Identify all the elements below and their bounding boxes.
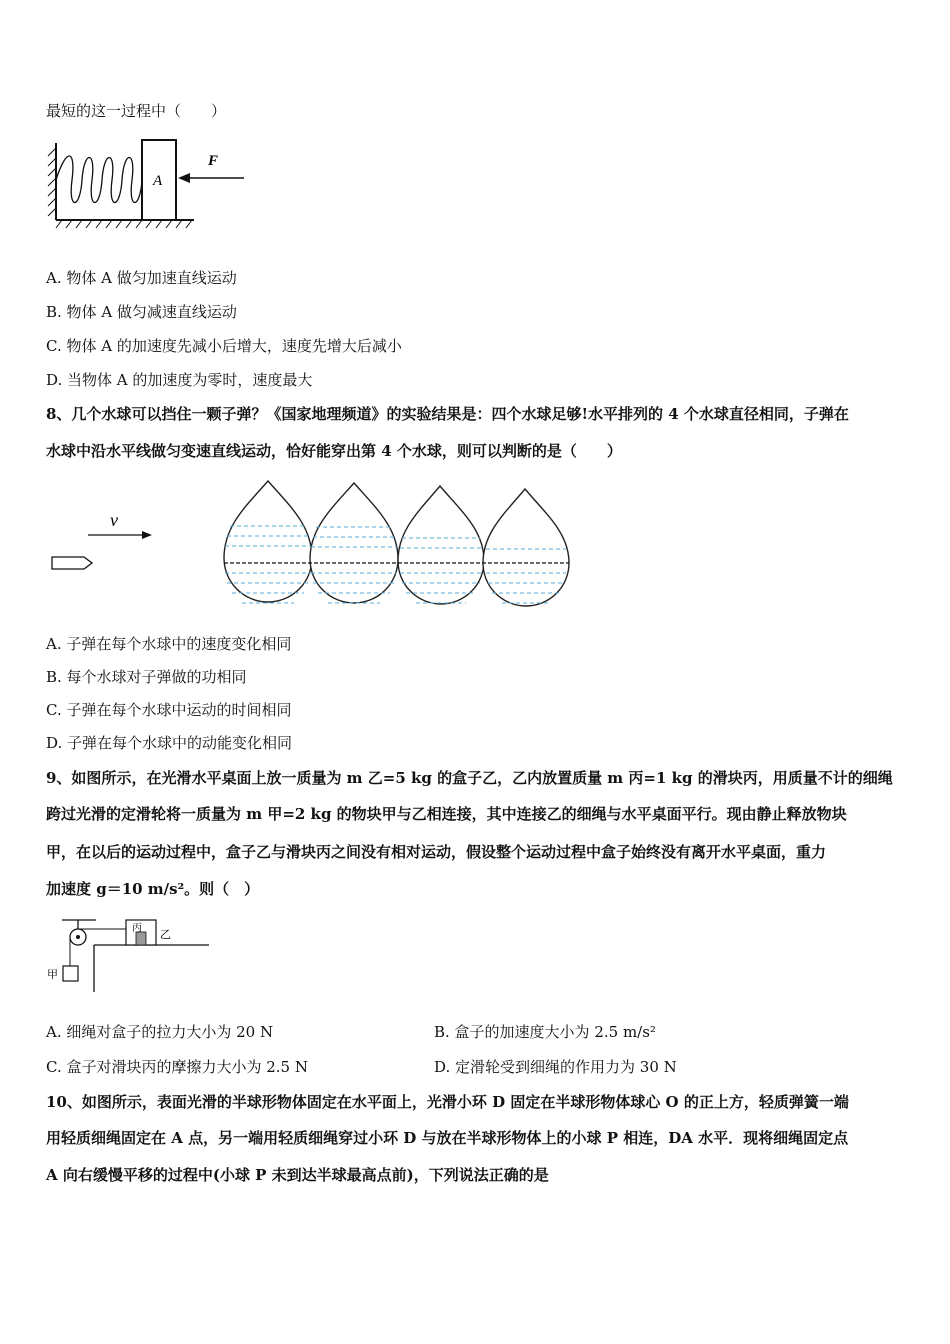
q7-option-b: B. 物体 A 做匀减速直线运动: [46, 303, 237, 321]
water-ball-1: [224, 481, 312, 602]
spring-icon: [56, 156, 142, 203]
q8-option-a: A. 子弹在每个水球中的速度变化相同: [46, 635, 292, 653]
q9-stem-line-1: 9、如图所示，在光滑水平桌面上放一质量为 m 乙=5 kg 的盒子乙，乙内放置质量 m 丙=1 kg 的滑块丙，用质量不计的细绳: [46, 769, 893, 787]
q9-pulley-figure: [44, 912, 224, 1002]
arrow-right-icon: [142, 531, 152, 539]
force-f-label: F: [208, 153, 219, 169]
hanging-block-label: 甲: [47, 969, 58, 981]
water-ball-4: [483, 489, 569, 606]
q9-option-a: A. 细绳对盒子的拉力大小为 20 N: [46, 1023, 274, 1041]
q8-option-d: D. 子弹在每个水球中的动能变化相同: [46, 734, 293, 752]
water-ball-2: [310, 483, 398, 603]
q8-option-b: B. 每个水球对子弹做的功相同: [46, 668, 247, 686]
q9-stem-line-4: 加速度 g＝10 m/s²。则（ ）: [46, 880, 260, 898]
q9-option-c: C. 盒子对滑块丙的摩擦力大小为 2.5 N: [46, 1058, 308, 1076]
box-label: 乙: [160, 929, 171, 941]
q9-stem-line-3: 甲，在以后的运动过程中，盒子乙与滑块丙之间没有相对运动，假设整个运动过程中盒子始终没有离开水平桌面，重力: [46, 843, 827, 861]
q10-stem-line-2: 用轻质细绳固定在 A 点，另一端用轻质细绳穿过小环 D 与放在半球形物体上的小球 P 相连，DA 水平．现将细绳固定点: [46, 1129, 849, 1147]
velocity-v-label: v: [110, 510, 118, 530]
q8-stem-line-1: 8、几个水球可以挡住一颗子弹？《国家地理频道》的实验结果是：四个水球足够!水平排列的 4 个水球直径相同，子弹在: [46, 405, 849, 423]
q7-option-c: C. 物体 A 的加速度先减小后增大，速度先增大后减小: [46, 337, 402, 355]
water-ball-3: [398, 486, 484, 604]
q8-water-balls-figure: [46, 476, 576, 621]
bullet-icon: [52, 557, 92, 569]
slider-label: 丙: [132, 923, 142, 934]
q9-stem-line-2: 跨过光滑的定滑轮将一质量为 m 甲=2 kg 的物块甲与乙相连接，其中连接乙的细绳与水平桌面平行。现由静止释放物块: [46, 805, 847, 823]
q9-option-b: B. 盒子的加速度大小为 2.5 m/s²: [434, 1023, 656, 1041]
q7-stem-tail: 最短的这一过程中（ ）: [46, 102, 227, 120]
q9-option-d: D. 定滑轮受到细绳的作用力为 30 N: [434, 1058, 677, 1076]
q7-spring-block-figure: [44, 138, 254, 238]
q7-option-a: A. 物体 A 做匀加速直线运动: [46, 269, 237, 287]
q10-stem-line-3: A 向右缓慢平移的过程中(小球 P 未到达半球最高点前)，下列说法正确的是: [46, 1166, 549, 1184]
q8-option-c: C. 子弹在每个水球中运动的时间相同: [46, 701, 292, 719]
q10-stem-line-1: 10、如图所示，表面光滑的半球形物体固定在水平面上，光滑小环 D 固定在半球形物体球心 O 的正上方，轻质弹簧一端: [46, 1093, 849, 1111]
q8-stem-line-2: 水球中沿水平线做匀变速直线运动，恰好能穿出第 4 个水球，则可以判断的是（ ）: [46, 442, 622, 460]
q7-option-d: D. 当物体 A 的加速度为零时，速度最大: [46, 371, 313, 389]
block-a-label: A: [153, 173, 163, 189]
arrow-left-icon: [178, 173, 190, 183]
